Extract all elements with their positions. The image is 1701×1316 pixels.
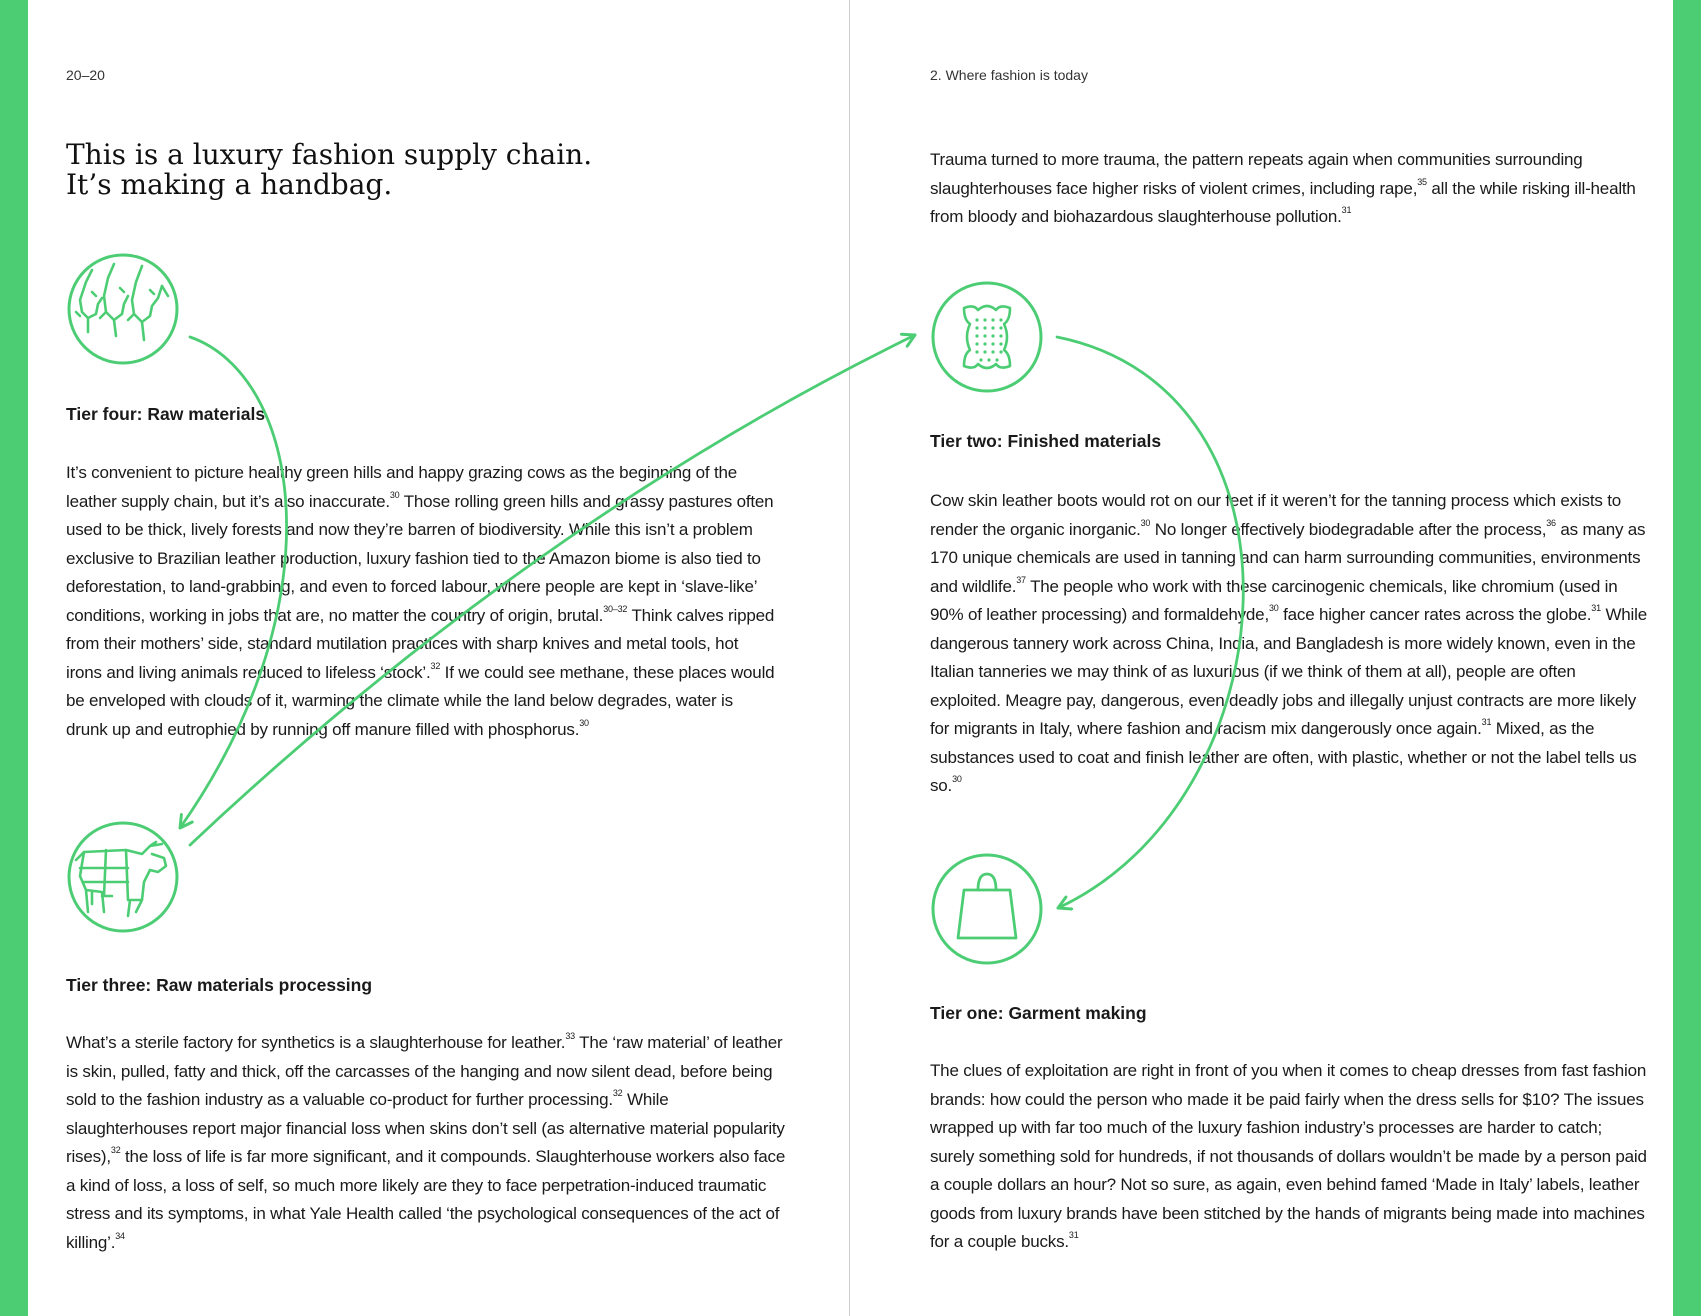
footnote-ref: 30 [1268, 603, 1279, 613]
footnote-ref: 30–32 [603, 603, 628, 614]
footnote-ref: 32 [430, 660, 441, 671]
footnote-ref: 30 [952, 774, 962, 784]
footnote-ref: 34 [115, 1230, 125, 1241]
footnote-ref: 31 [1591, 603, 1601, 613]
arrow-tier2-to-tier1 [1057, 337, 1243, 908]
right-page-header: 2. Where fashion is today [930, 67, 1088, 83]
footnote-ref: 31 [1481, 717, 1492, 727]
tier-three-paragraph: What’s a sterile factory for synthetics is a slaughterhouse for leather.$^{33}$ The ‘raw material’ of leather is skin, pulled, fatty and thick, off the carcasses of the hanging and now silent dead, before being sold to the fashion industry as a valuable co-product for further processing.$^{32}$ While slaughterhouses report major financial loss when skins don’t sell (as alternative material popularity rises),$^{32}$ the loss of life is far more significant, and it compounds. Slaughterhouse workers also face a kind of loss, a loss of self, so much more likely are they to face perpetration-induced traumatic stress and its symptoms, in what Yale Health called ‘the psychological consequences of the act of killing’.$^{34}$ [66, 1031, 786, 1252]
tier-three-heading: Tier three: Raw materials processing [66, 975, 373, 995]
intro-paragraph: Trauma turned to more trauma, the pattern repeats again when communities surrounding slaughterhouses face higher risks of violent crimes, including rape,$^{35}$ all the while risking ill-health from bloody and biohazardous slaughterhouse pollution.$^{31}$ [930, 150, 1636, 226]
arrow-tier4-to-tier3 [180, 337, 287, 828]
tier-one-paragraph: The clues of exploitation are right in front of you when it comes to cheap dresses from fast fashion brands: how could the person who made it be paid fairly when the dress sells for $10? The issues wrapped up with far too much of the luxury fashion industry’s processes are harder to catch; surely something sold for hundreds, if not thousands of dollars wouldn’t be made by a person paid a couple dollars an hour? Not so sure, as again, even behind famed ‘Made in Italy’ labels, leather goods from luxury brands have been stitched by the hands of migrants being made into machines for a couple bucks.$^{31}$ [930, 1061, 1647, 1251]
footnote-ref: 35 [1417, 176, 1427, 187]
footnote-ref: 30 [389, 489, 400, 500]
footnote-ref: 33 [565, 1031, 575, 1041]
tier-four-paragraph: It’s convenient to picture healthy green hills and happy grazing cows as the beginning of the leather supply chain, but it’s also inaccurate.$^{30}$ Those rolling green hills and grassy pastures often used to be thick, lively forests and now they’re barren of biodiversity. While this isn’t a problem exclusive to Brazilian leather production, luxury fashion tied to the Amazon biome is also tied to deforestation, to land-grabbing, and even to forced labour, where people are kept in ‘slave-like’ conditions, working in jobs that are, no matter the country of origin, brutal.$^{30-32}$ Think calves ripped from their mothers’ side, standard mutilation practices with sharp knives and metal tools, hot irons and living animals reduced to lifeless ‘stock’.$^{32}$ If we could see methane, these places would be enveloped with clouds of it, warming the climate while the land below degrades, water is drunk up and eutrophied by running off manure filled with phosphorus.$^{30}$ [66, 463, 775, 739]
footnote-ref: 30 [1140, 517, 1151, 528]
footnote-ref: 30 [579, 717, 589, 728]
arrow-tier3-to-tier2 [190, 335, 915, 845]
footnote-ref: 31 [1068, 1230, 1079, 1240]
footnote-ref: 37 [1016, 574, 1026, 585]
footnote-ref: 36 [1546, 517, 1556, 528]
title-line-2: It’s making a handbag. [66, 168, 393, 201]
tier-one-heading: Tier one: Garment making [930, 1003, 1147, 1023]
tier-two-heading: Tier two: Finished materials [930, 431, 1162, 451]
tier-four-heading: Tier four: Raw materials [66, 404, 266, 424]
left-page-number: 20–20 [66, 67, 105, 83]
tier-two-paragraph: Cow skin leather boots would rot on our feet if it weren’t for the tanning process which exists to render the organic inorganic.$^{30}$ No longer effectively biodegradable after the process,$^{36}$ as many as 170 unique chemicals are used in tanning and can harm surrounding communities, environments and wildlife.$^{37}$ The people who work with these carcinogenic chemicals, like chromium (used in 90% of leather processing) and formaldehyde,$^{30}$ face higher cancer rates across the globe.$^{31}$ While dangerous tannery work across China, India, and Bangladesh is more widely known, even in the Italian tanneries we may think of as luxurious (if we think of them at all), people are often exploited. Meagre pay, dangerous, even deadly jobs and illegally unjust contracts are more likely for migrants in Italy, where fashion and racism mix dangerously once again.$^{31}$ Mixed, as the substances used to coat and finish leather are often, with plastic, whether or not the label tells us so.$^{30}$ [930, 491, 1647, 795]
footnote-ref: 32 [110, 1145, 121, 1155]
footnote-ref: 31 [1341, 205, 1352, 215]
footnote-ref: 32 [612, 1088, 623, 1098]
title-line-1: This is a luxury fashion supply chain. [66, 138, 593, 171]
